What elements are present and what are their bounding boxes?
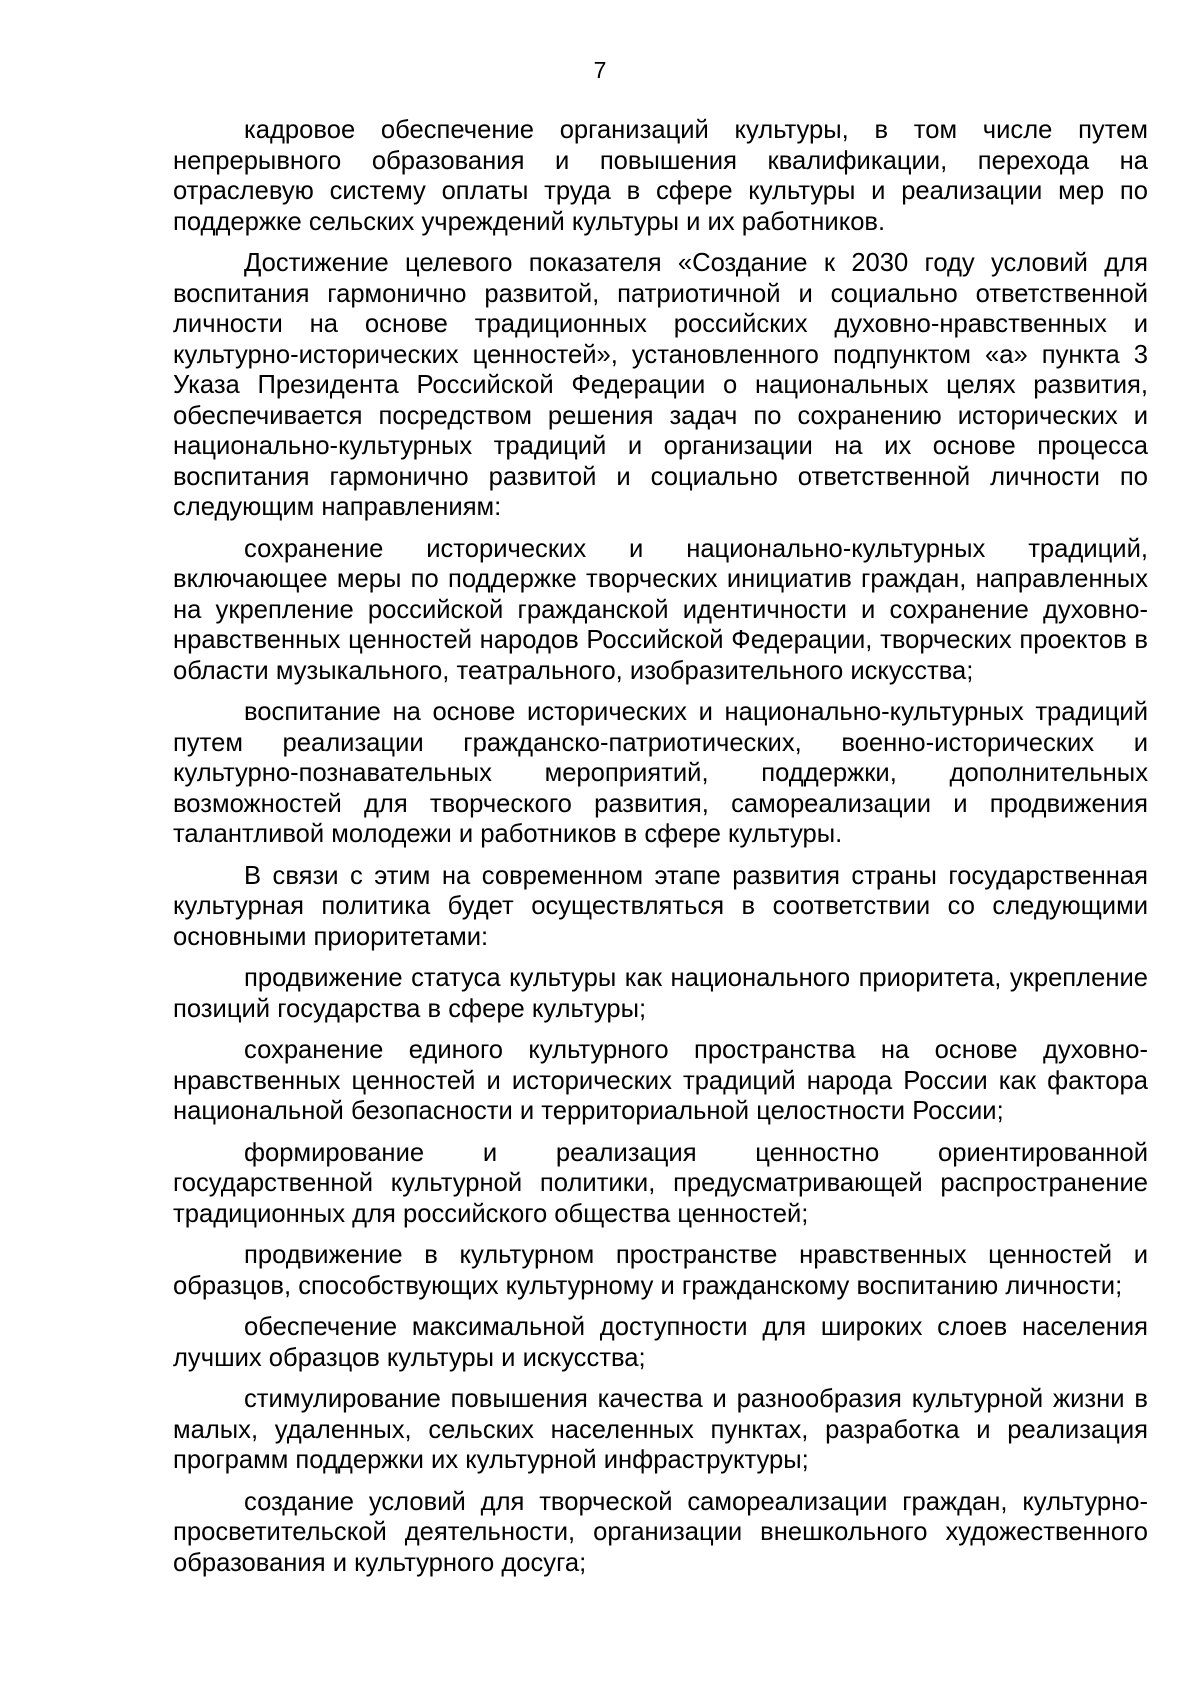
paragraph-priority-moral-values: продвижение в культурном пространстве нравственных ценностей и образцов, способствующих культурному и гражданскому воспитанию личности; [173,1241,1148,1300]
paragraph-preservation-traditions: сохранение исторических и национально-культурных традиций, включающее меры по поддержке творческих инициатив граждан, направленных на укрепление российской гражданской идентичности и сохранение духовно-нравственных ценностей народов Российской Федерации, творческих проектов в области музыкального, театрального, изобразительного искусства; [173,534,1148,685]
paragraph-upbringing: воспитание на основе исторических и национально-культурных традиций путем реализации гражданско-патриотических, военно-исторических и культурно-познавательных мероприятий, поддержки, дополнительных возможностей для творческого развития, самореализации и продвижения талантливой молодежи и работников в сфере культуры. [173,698,1148,848]
paragraph-priorities-intro: В связи с этим на современном этапе развития страны государственная культурная политика будет осуществляться в соответствии со следующими основными приоритетами: [173,861,1148,951]
paragraph-staffing: кадровое обеспечение организаций культуры, в том числе путем непрерывного образования и повышения квалификации, перехода на отраслевую систему оплаты труда в сфере культуры и реализации мер по поддержке сельских учреждений культуры и их работников. [173,116,1148,236]
paragraph-priority-status: продвижение статуса культуры как национального приоритета, укрепление позиций государства в сфере культуры; [173,964,1148,1023]
page-number: 7 [593,57,607,83]
paragraph-priority-unified-space: сохранение единого культурного пространства на основе духовно-нравственных ценностей и исторических традиций народа России как фактора национальной безопасности и территориальной целостности России; [173,1036,1148,1125]
paragraph-priority-self-realization: создание условий для творческой самореализации граждан, культурно-просветительской деятельности, организации внешкольного художественного образования и культурного досуга; [173,1487,1148,1577]
document-body [173,115,1148,1589]
paragraph-priority-value-policy: формирование и реализация ценностно ориентированной государственной культурной политики, предусматривающей распространение традиционных для российского общества ценностей; [173,1138,1148,1228]
paragraph-priority-accessibility: обеспечение максимальной доступности для широких слоев населения лучших образцов культуры и искусства; [173,1313,1148,1372]
paragraph-target-indicator: Достижение целевого показателя «Создание к 2030 году условий для воспитания гармонично развитой, патриотичной и социально ответственной личности на основе традиционных российских духовно-нравственных и культурно-исторических ценностей», установленного подпунктом «а» пункта 3 Указа Президента Российской Федерации о национальных целях развития, обеспечивается посредством решения задач по сохранению исторических и национально-культурных традиций и организации на их основе процесса воспитания гармонично развитой и социально ответственной личности по следующим направлениям: [173,249,1148,521]
paragraph-priority-rural-life: стимулирование повышения качества и разнообразия культурной жизни в малых, удаленных, сельских населенных пунктах, разработка и реализация программ поддержки их культурной инфраструктуры; [173,1385,1148,1474]
